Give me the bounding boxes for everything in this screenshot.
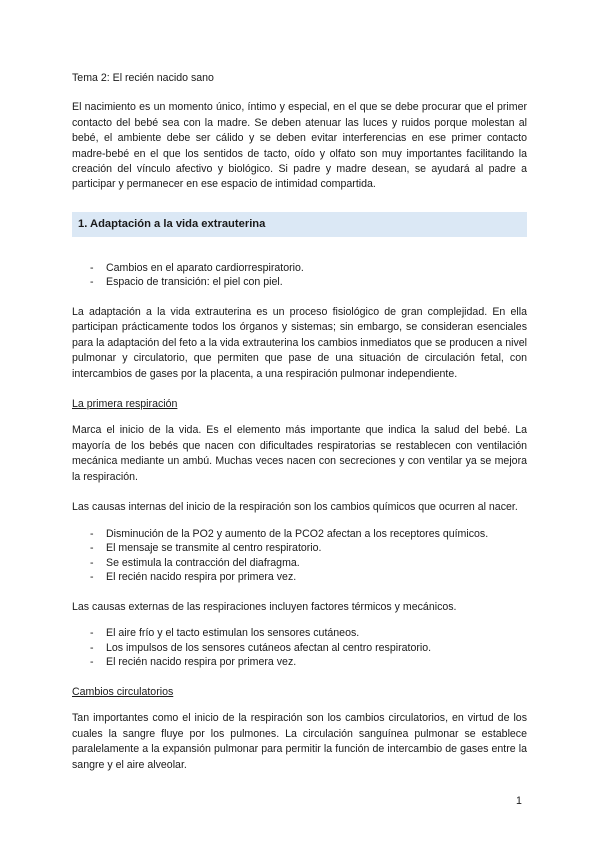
internal-causes-paragraph: Las causas internas del inicio de la respiración son los cambios químicos que ocurren al nacer.	[72, 501, 518, 514]
list-item: - Los impulsos de los sensores cutáneos afectan al centro respiratorio.	[90, 641, 527, 656]
list-item: - Espacio de transición: el piel con piel.	[90, 275, 527, 290]
first-breath-paragraph: Marca el inicio de la vida. Es el elemento más importante que indica la salud del bebé. La mayoría de los bebés que nacen con dificultades respiratorias se restablecen con ventilación mecánica mediante un ambú. Muchas veces nacen con secreciones y con ventilar ya se mejora la respiración.	[72, 424, 527, 483]
bullet-list-1	[72, 261, 527, 290]
bullet-list-2	[72, 527, 527, 585]
list-item: - El recién nacido respira por primera vez.	[90, 570, 527, 585]
subheading-circulatory: Cambios circulatorios	[72, 686, 174, 699]
list-item: - El aire frío y el tacto estimulan los sensores cutáneos.	[90, 626, 527, 641]
list-item: - Disminución de la PO2 y aumento de la PCO2 afectan a los receptores químicos.	[90, 527, 527, 542]
list-item: - Se estimula la contracción del diafragma.	[90, 556, 527, 571]
section-heading: 1. Adaptación a la vida extrauterina	[72, 212, 527, 237]
list-item: - El mensaje se transmite al centro respiratorio.	[90, 541, 527, 556]
list-item: - Cambios en el aparato cardiorrespiratorio.	[90, 261, 527, 276]
external-causes-paragraph: Las causas externas de las respiraciones incluyen factores térmicos y mecánicos.	[72, 600, 457, 613]
page-number: 1	[516, 795, 522, 807]
bullet-list-3	[72, 626, 527, 670]
page-content	[72, 71, 527, 773]
circulatory-paragraph: Tan importantes como el inicio de la respiración son los cambios circulatorios, en virtud de los cuales la sangre fluye por los pulmones. La circulación sanguínea pulmonar se establece paralelamente a la expansión pulmonar para permitir la función de intercambio de gases entre la sangre y el aire alveolar.	[72, 712, 527, 771]
adaptation-paragraph: La adaptación a la vida extrauterina es un proceso fisiológico de gran complejidad. En ella participan prácticamente todos los órganos y sistemas; sin embargo, se consideran esenciales para la adaptación del feto a la vida extrauterina los cambios inmediatos que se producen a nivel pulmonar y circulatorio, que permiten que pase de una situación de circulación fetal, con intercambios de gases por la placenta, a una respiración pulmonar independiente.	[72, 306, 527, 380]
intro-paragraph: El nacimiento es un momento único, íntimo y especial, en el que se debe procurar que el primer contacto del bebé sea con la madre. Se deben atenuar las luces y ruidos porque molestan al bebé, el ambiente debe ser cálido y se deben evitar interferencias en ese primer contacto madre-bebé en el que los sentidos de tacto, oído y olfato son muy importantes facilitando la creación del vínculo afectivo y biológico. Si padre y madre desean, se ayudará al padre a participar y permanecer en ese espacio de intimidad compartida.	[72, 101, 527, 191]
subheading-first-breath: La primera respiración	[72, 398, 178, 411]
list-item: - El recién nacido respira por primera vez.	[90, 655, 527, 670]
document-title: Tema 2: El recién nacido sano	[72, 72, 214, 84]
